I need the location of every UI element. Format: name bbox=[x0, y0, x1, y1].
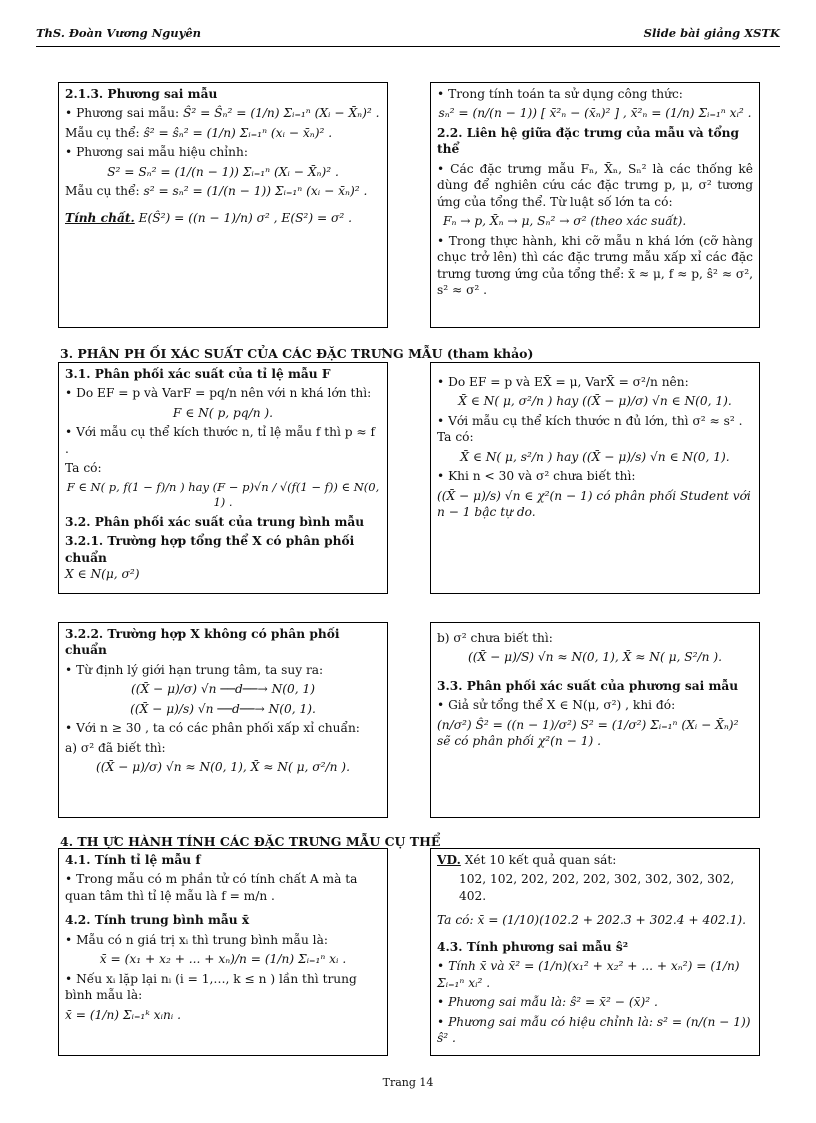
text-line: Mẫu cụ thể: ŝ² = ŝₙ² = (1/n) Σᵢ₌₁ⁿ (xᵢ − x̄ₙ)² . bbox=[65, 125, 333, 140]
formula: s² = sₙ² = (1/(n − 1)) Σᵢ₌₁ⁿ (xᵢ − x̄ₙ)² . bbox=[143, 184, 368, 199]
text-line: VD. Xét 10 kết quả quan sát: bbox=[437, 853, 617, 867]
formula: E(Ŝ²) = ((n − 1)/n) σ² , E(S²) = σ² . bbox=[138, 210, 352, 225]
box-title: 4.3. Tính phương sai mẫu ŝ² bbox=[437, 939, 629, 954]
box-non-normal-case bbox=[58, 622, 388, 818]
formula: X̄ ∈ N( μ, σ²/n ) hay ((X̄ − μ)/σ) √n ∈ N(0, 1). bbox=[458, 394, 732, 409]
formula: ((X̄ − μ)/σ) √n ≈ N(0, 1), X̄ ≈ N( μ, σ²/n ). bbox=[96, 760, 350, 775]
paragraph: • Trong thực hành, khi cỡ mẫu n khá lớn (cỡ hàng chục trở lên) thì các đặc trưng mẫu xấp xỉ các đặc trưng tương ứng của tổng thể: x̄ ≈ μ, f ≈ p, ŝ² ≈ σ², s² ≈ σ² . bbox=[437, 233, 753, 298]
formula: Ta có: x̄ = (1/10)(102.2 + 202.3 + 302.4 + 402.1). bbox=[437, 913, 747, 928]
section-3-heading: 3. PHÂN PH ỐI XÁC SUẤT CỦA CÁC ĐẶC TRƯNG MẪU (tham khảo) bbox=[60, 346, 534, 361]
box-title: 4.1. Tính tỉ lệ mẫu f bbox=[65, 853, 201, 867]
formula: ((X̄ − μ)/s) √n ∈ χ²(n − 1) có phân phối Student với n − 1 bậc tự do. bbox=[437, 488, 751, 520]
paragraph: • Các đặc trưng mẫu Fₙ, X̄ₙ, Sₙ² là các thống kê dùng để nghiên cứu các đặc trưng p, μ, σ² tương ứng của tổng thể. Từ luật số lớn ta có: bbox=[437, 161, 753, 209]
box-sample-variance bbox=[58, 82, 388, 328]
text-line bbox=[65, 210, 381, 226]
box-title: 3.3. Phân phối xác suất của phương sai mẫu bbox=[437, 678, 739, 693]
subheading: 3.2. Phân phối xác suất của trung bình mẫu bbox=[65, 514, 365, 529]
section-4-heading: 4. TH ỰC HÀNH TÍNH CÁC ĐẶC TRƯNG MẪU CỤ THỂ bbox=[60, 834, 441, 849]
formula: ((X̄ − μ)/σ) √n ──d──→ N(0, 1) bbox=[130, 682, 316, 697]
text-line: Mẫu cụ thể: s² = sₙ² = (1/(n − 1)) Σᵢ₌₁ⁿ (xᵢ − x̄ₙ)² . bbox=[65, 184, 368, 199]
text-line: • Phương sai mẫu: Ŝ² = Ŝₙ² = (1/n) Σᵢ₌₁ⁿ (Xᵢ − X̄ₙ)² . bbox=[65, 106, 380, 121]
text-line: • Giả sử tổng thể X ∈ N(μ, σ²) , khi đó: bbox=[437, 698, 676, 713]
text-line: • Trong tính toán ta sử dụng công thức: bbox=[437, 87, 683, 101]
formula: (n/σ²) Ŝ² = ((n − 1)/σ²) S² = (1/σ²) Σᵢ₌₁ⁿ (Xᵢ − X̄ₙ)² sẽ có phân phối χ²(n − 1) . bbox=[437, 717, 739, 749]
formula: X ∈ N(μ, σ²) bbox=[65, 567, 140, 582]
formula: • Phương sai mẫu có hiệu chỉnh là: s² = (n/(n − 1)) ŝ² . bbox=[437, 1014, 751, 1046]
box-example-variance bbox=[430, 848, 760, 1056]
example-label: VD. bbox=[437, 853, 461, 867]
paragraph: • Nếu xᵢ lặp lại nᵢ (i = 1,…, k ≤ n ) lần thì trung bình mẫu là: bbox=[65, 971, 357, 1003]
box-title: 3.2.2. Trường hợp X không có phân phối chuẩn bbox=[65, 627, 340, 658]
formula: ŝ² = ŝₙ² = (1/n) Σᵢ₌₁ⁿ (xᵢ − x̄ₙ)² . bbox=[143, 125, 333, 140]
text-line: • Mẫu có n giá trị xᵢ thì trung bình mẫu là: bbox=[65, 932, 328, 947]
text-line: • Do EF = p và EX̄ = μ, VarX̄ = σ²/n nên: bbox=[437, 375, 689, 389]
observations: 102, 102, 202, 202, 202, 302, 302, 302, 302, 402. bbox=[459, 872, 735, 903]
box-sample-proportion-mean bbox=[58, 848, 388, 1056]
text-line: • Với mẫu cụ thể kích thước n đủ lớn, thì σ² ≈ s² . Ta có: bbox=[437, 413, 743, 445]
page-number: Trang 14 bbox=[382, 1076, 434, 1089]
formula: • Phương sai mẫu là: ŝ² = x̄² − (x̄)² . bbox=[437, 995, 658, 1010]
text-line: b) σ² chưa biết thì: bbox=[437, 631, 553, 645]
box-title: 2.1.3. Phương sai mẫu bbox=[65, 87, 218, 101]
text-line: • Với mẫu cụ thể kích thước n, tỉ lệ mẫu f thì p ≈ f . bbox=[65, 425, 376, 456]
formula: S² = Sₙ² = (1/(n − 1)) Σᵢ₌₁ⁿ (Xᵢ − X̄ₙ)² . bbox=[107, 164, 339, 179]
formula: ((X̄ − μ)/s) √n ──d──→ N(0, 1). bbox=[130, 701, 316, 716]
formula: Fₙ → p, X̄ₙ → μ, Sₙ² → σ² (theo xác suất). bbox=[443, 214, 687, 229]
subheading: 3.2.1. Trường hợp tổng thể X có phân phối chuẩn bbox=[65, 534, 355, 565]
box-title: 3.1. Phân phối xác suất của tỉ lệ mẫu F bbox=[65, 367, 331, 381]
box-proportion-distribution bbox=[58, 362, 388, 594]
formula: F ∈ N( p, f(1 − f)/n ) hay (F − p)√n / √(f(1 − f)) ∈ N(0, 1) . bbox=[66, 479, 380, 510]
box-title: 2.2. Liên hệ giữa đặc trưng của mẫu và tổng thể bbox=[437, 125, 740, 157]
text-line: • Khi n < 30 và σ² chưa biết thì: bbox=[437, 469, 636, 484]
formula: x̄ = (x₁ + x₂ + ... + xₙ)/n = (1/n) Σᵢ₌₁ⁿ xᵢ . bbox=[99, 952, 347, 967]
formula: sₙ² = (n/(n − 1)) [ x̄²ₙ − (x̄ₙ)² ] , x̄²ₙ = (1/n) Σᵢ₌₁ⁿ xᵢ² . bbox=[438, 106, 752, 121]
text-line: Ta có: bbox=[65, 461, 102, 476]
box-mean-distribution bbox=[430, 362, 760, 594]
formula: x̄ = (1/n) Σᵢ₌₁ᵏ xᵢnᵢ . bbox=[65, 1007, 182, 1022]
text-line: • Từ định lý giới hạn trung tâm, ta suy ra: bbox=[65, 662, 324, 677]
formula: Ŝ² = Ŝₙ² = (1/n) Σᵢ₌₁ⁿ (Xᵢ − X̄ₙ)² . bbox=[182, 106, 380, 121]
property-label: Tính chất. bbox=[65, 210, 135, 225]
slide-title: Slide bài giảng XSTK bbox=[643, 26, 780, 40]
page-header bbox=[36, 20, 780, 47]
box-variance-distribution bbox=[430, 622, 760, 818]
box-sample-population-relation bbox=[430, 82, 760, 328]
formula: F ∈ N( p, pq/n ). bbox=[172, 405, 274, 420]
author: ThS. Đoàn Vương Nguyên bbox=[36, 26, 201, 40]
formula: ((X̄ − μ)/S) √n ≈ N(0, 1), X̄ ≈ N( μ, S²/n ). bbox=[468, 650, 722, 665]
text-line: • Phương sai mẫu hiệu chỉnh: bbox=[65, 145, 248, 160]
formula: X̄ ∈ N( μ, s²/n ) hay ((X̄ − μ)/s) √n ∈ N(0, 1). bbox=[460, 449, 730, 464]
text-line: a) σ² đã biết thì: bbox=[65, 740, 166, 755]
text-line: • Do EF = p và VarF = pq/n nên với n khá lớn thì: bbox=[65, 386, 372, 401]
paragraph: • Trong mẫu có m phần tử có tính chất A mà ta quan tâm thì tỉ lệ mẫu là f = m/n . bbox=[65, 872, 358, 903]
formula: • Tính x̄ và x̄² = (1/n)(x₁² + x₂² + ... + xₙ²) = (1/n) Σᵢ₌₁ⁿ xᵢ² . bbox=[437, 959, 740, 990]
text-line: • Với n ≥ 30 , ta có các phân phối xấp xỉ chuẩn: bbox=[65, 721, 360, 736]
subheading: 4.2. Tính trung bình mẫu x̄ bbox=[65, 913, 250, 928]
